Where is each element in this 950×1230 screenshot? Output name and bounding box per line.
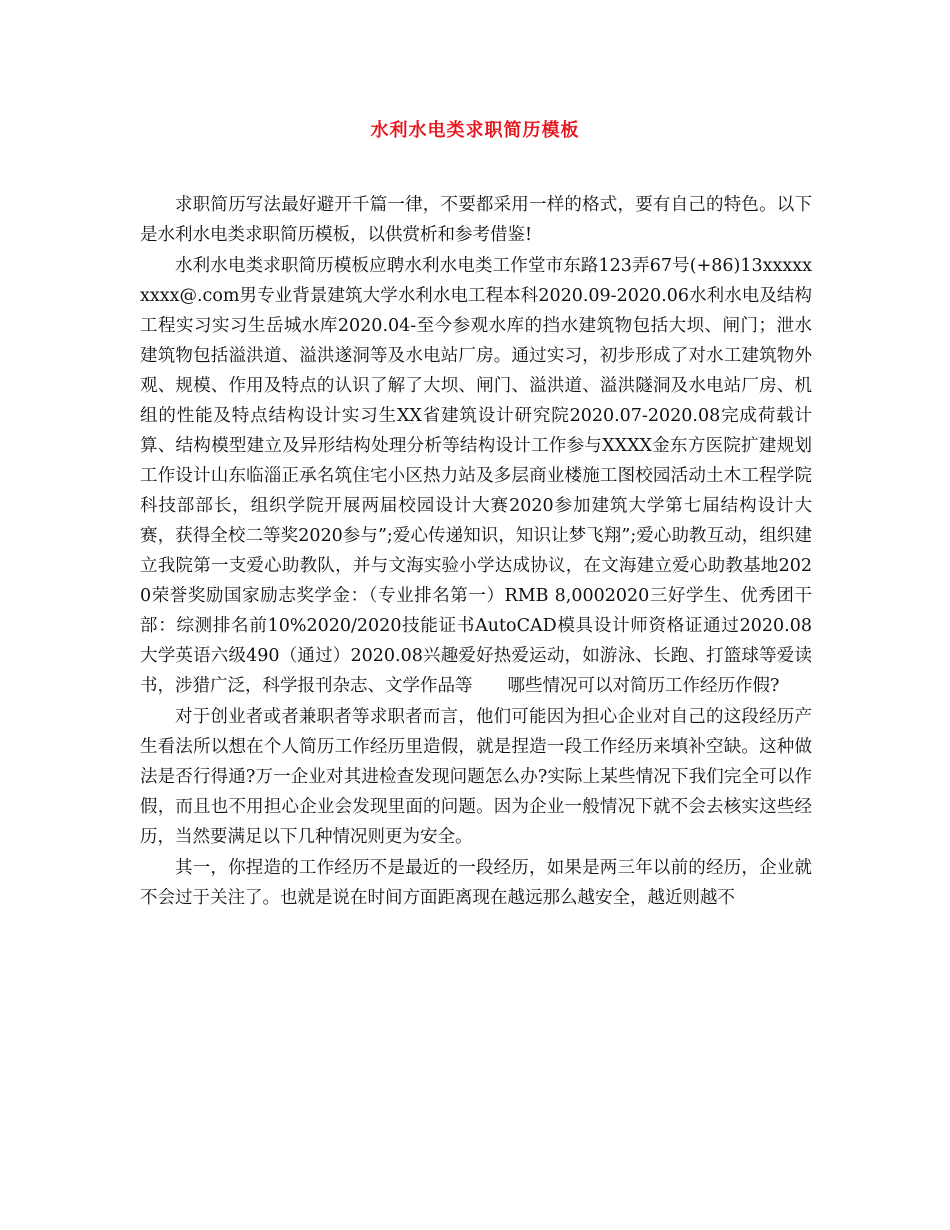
fake-experience-paragraph: 对于创业者或者兼职者等求职者而言，他们可能因为担心企业对自己的这段经历产生看法所以想在个人简历工作经历里造假，就是捏造一段工作经历来填补空缺。这种做法是否行得通?万一企业对其进检查发现问题怎么办?实际上某些情况下我们完全可以作假，而且也不用担心企业会发现里面的问题。因为企业一般情况下就不会去核实这些经历，当然要满足以下几种情况则更为安全。 — [140, 707, 812, 847]
resume-template-paragraph: 水利水电类求职简历模板应聘水利水电类工作堂市东路123弄67号(+86)13xxxxxxxxx@.com男专业背景建筑大学水利水电工程本科2020.09-2020.06水利水电及结构工程实习实习生岳城水库2020.04-至今参观水库的挡水建筑物包括大坝、闸门；泄水建筑物包括溢洪道、溢洪遂洞等及水电站厂房。通过实习，初步形成了对水工建筑物外观、规模、作用及特点的认识了解了大坝、闸门、溢洪道、溢洪隧洞及水电站厂房、机组的性能及特点结构设计实习生XX省建筑设计研究院2020.07-2020.08完成荷载计算、结构模型建立及异形结构处理分析等结构设计工作参与XXXX金东方医院扩建规划工作设计山东临淄正承名筑住宅小区热力站及多层商业楼施工图校园活动土木工程学院科技部部长，组织学院开展两届校园设计大赛2020参加建筑大学第七届结构设计大赛，获得全校二等奖2020参与”;爱心传递知识，知识让梦飞翔”;爱心助教互动，组织建立我院第一支爱心助教队，并与文海实验小学达成协议，在文海建立爱心助教基地2020荣誉奖励国家励志奖学金：（专业排名第一）RMB 8,0002020三好学生、优秀团干部：综测排名前10%2020/2020技能证书AutoCAD模具设计师资格证通过2020.08大学英语六级490（通过）2020.08兴趣爱好热爱运动，如游泳、长跑、打篮球等爱读书，涉猎广泛，科学报刊杂志、文学作品等 哪些情况可以对简历工作经历作假? — [140, 256, 812, 696]
first-case-paragraph: 其一，你捏造的工作经历不是最近的一段经历，如果是两三年以前的经历，企业就不会过于关注了。也就是说在时间方面距离现在越远那么越安全，越近则越不 — [140, 858, 812, 908]
intro-paragraph: 求职简历写法最好避开千篇一律，不要都采用一样的格式，要有自己的特色。以下是水利水电类求职简历模板，以供赏析和参考借鉴! — [140, 195, 812, 245]
document-title: 水利水电类求职简历模板 — [370, 120, 580, 141]
document-body — [140, 190, 812, 914]
